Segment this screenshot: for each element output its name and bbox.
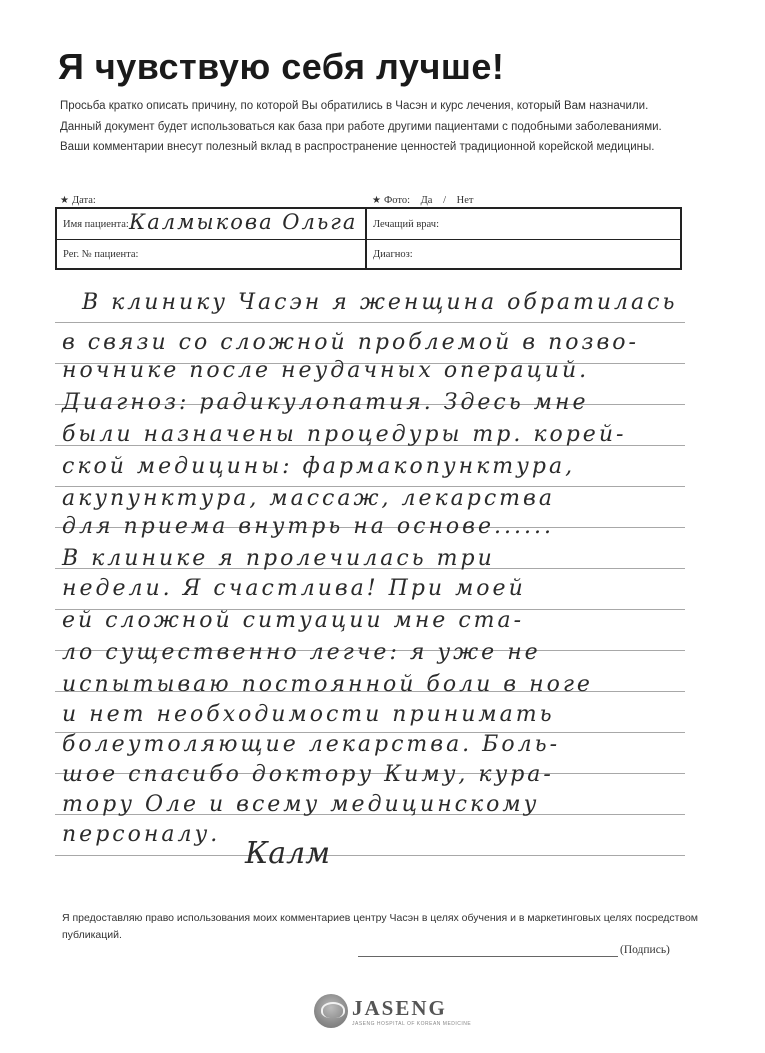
intro-line: Просьба кратко описать причину, по которой Вы обратились в Часэн и курс лечения, который Вам назначили. <box>60 100 649 112</box>
page-title: Я чувствую себя лучше! <box>58 46 505 87</box>
signature-label: (Подпись) <box>620 944 670 956</box>
doctor-label[interactable]: Лечащий врач: <box>373 219 439 230</box>
consent-text: Я предоставляю право использования моих комментариев центру Часэн в целях обучения и в маркетинговых целях посредством публикаций. <box>62 912 699 941</box>
handwritten-line: ской медицины: фармакопунктура, <box>62 454 576 479</box>
handwritten-signature: Калм <box>245 836 331 871</box>
logo-name: JASENG <box>352 996 447 1020</box>
logo-tagline: JASENG HOSPITAL OF KOREAN MEDICINE <box>352 1021 472 1027</box>
handwritten-line: тору Оле и всему медицинскому <box>62 792 540 817</box>
handwritten-line: шое спасибо доктору Киму, кура- <box>62 762 554 787</box>
handwritten-line: в связи со сложной проблемой в позво- <box>62 330 639 355</box>
jaseng-logo-icon <box>314 994 348 1028</box>
handwritten-line: недели. Я счастлива! При моей <box>62 576 526 601</box>
handwritten-line: ночнике после неудачных операций. <box>62 358 590 383</box>
star-icon: ★ <box>372 195 381 206</box>
photo-field[interactable] <box>372 195 473 206</box>
handwritten-line: ей сложной ситуации мне ста- <box>62 608 525 633</box>
star-icon: ★ <box>60 195 69 206</box>
handwritten-line: В клинику Часэн я женщина обратилась <box>82 290 678 315</box>
table-divider <box>365 209 367 268</box>
handwritten-line: персоналу. <box>62 822 221 847</box>
intro-line: Ваши комментарии внесут полезный вклад в распространение ценностей традиционной корейской медицины. <box>60 141 655 153</box>
patient-name-label: Имя пациента: <box>63 219 129 230</box>
intro-line: Данный документ будет использоваться как база при работе другими пациентами с подобными заболеваниями. <box>60 120 662 133</box>
diagnosis-label[interactable]: Диагноз: <box>373 249 413 260</box>
handwritten-line: для приема внутрь на основе...... <box>62 514 554 539</box>
handwritten-line: акупунктура, массаж, лекарства <box>62 486 555 511</box>
handwritten-line: Диагноз: радикулопатия. Здесь мне <box>62 390 589 415</box>
signature-line[interactable] <box>358 956 618 957</box>
handwritten-line: испытываю постоянной боли в ноге <box>62 672 593 697</box>
patient-info-table <box>55 207 682 270</box>
handwritten-line: В клинике я пролечилась три <box>62 546 495 571</box>
photo-separator: / <box>443 195 446 206</box>
photo-no-option[interactable]: Нет <box>456 195 474 206</box>
ruled-line <box>55 855 685 856</box>
handwritten-line: болеутоляющие лекарства. Боль- <box>62 732 560 757</box>
photo-yes-option[interactable]: Да <box>420 195 433 206</box>
date-label: Дата: <box>71 195 96 206</box>
reg-number-label[interactable]: Рег. № пациента: <box>63 249 139 260</box>
photo-label: Фото: <box>383 195 410 206</box>
handwritten-line: были назначены процедуры тр. корей- <box>62 422 627 447</box>
ruled-line <box>55 322 685 323</box>
patient-name-value[interactable]: Калмыкова Ольга <box>129 210 358 234</box>
handwritten-line: и нет необходимости принимать <box>62 702 555 727</box>
handwritten-line: ло существенно легче: я уже не <box>62 640 541 665</box>
table-divider <box>57 239 680 240</box>
date-field[interactable] <box>60 195 96 206</box>
intro-text <box>60 96 720 158</box>
